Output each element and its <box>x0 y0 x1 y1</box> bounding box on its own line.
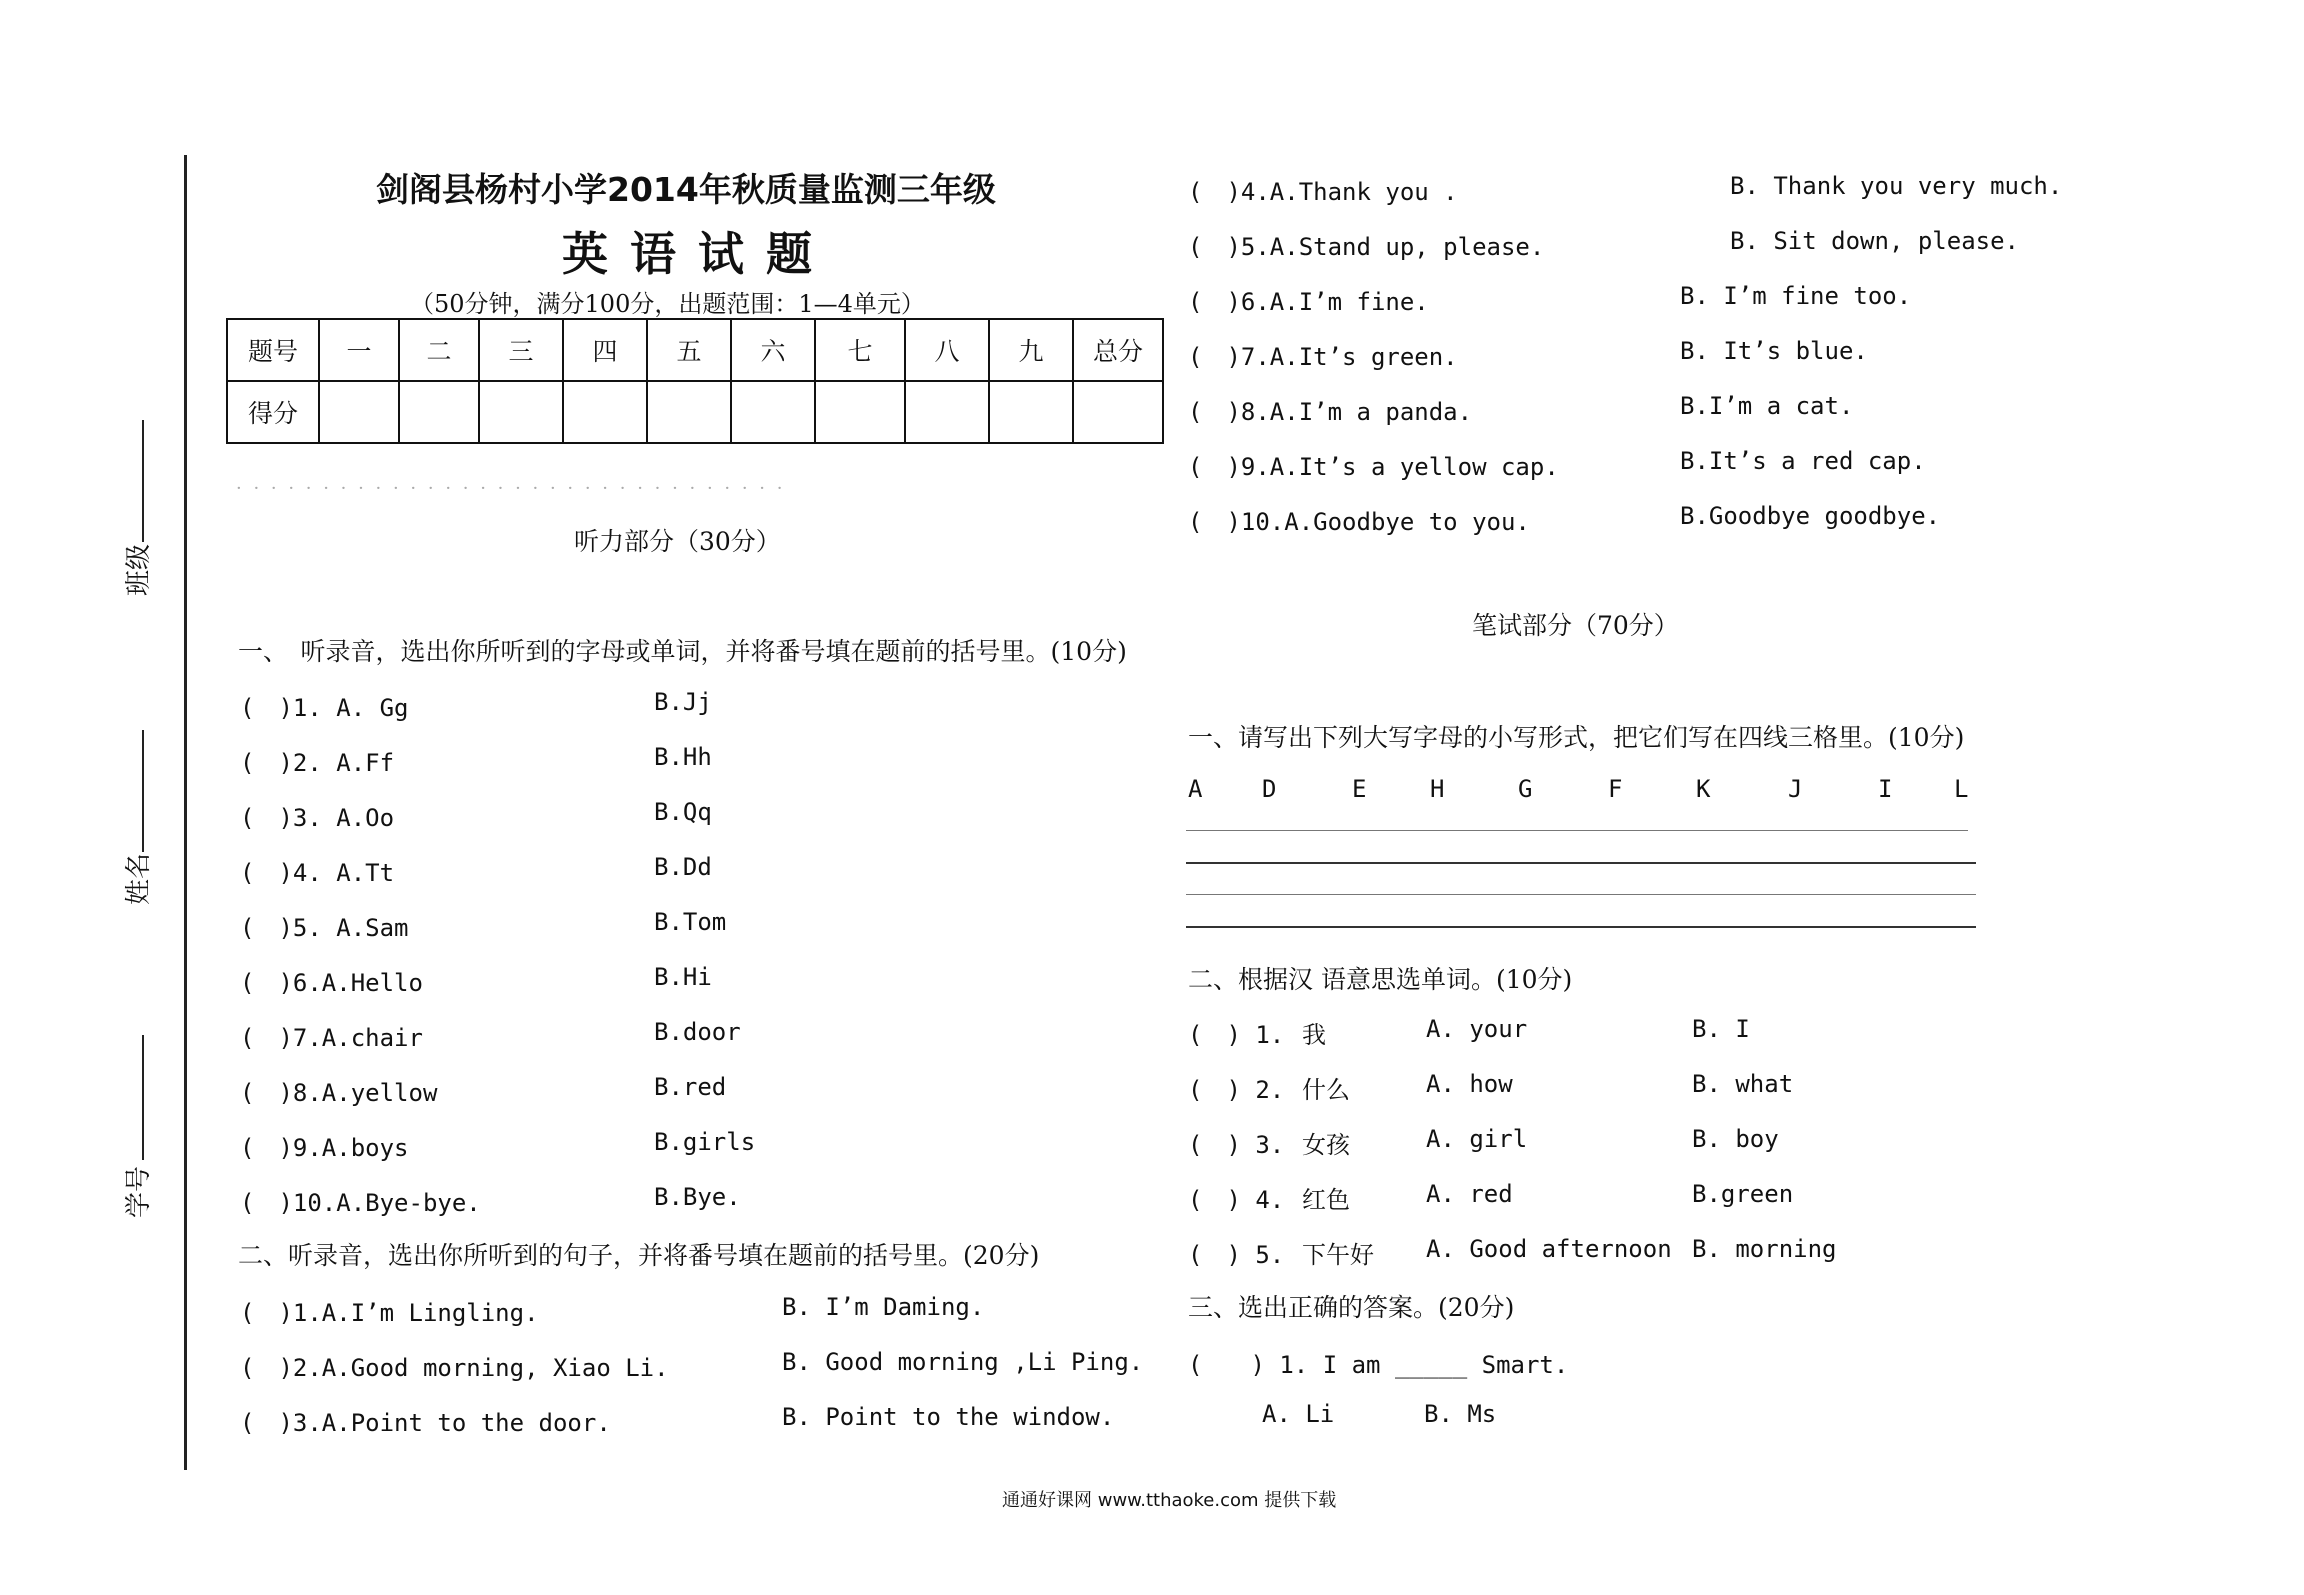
listening-item <box>240 1183 481 1218</box>
vocab-item-option-a: A. your <box>1426 1015 1528 1043</box>
item-question: ( )2. A.Ff <box>240 749 395 777</box>
item-question: ( )10.A.Bye-bye. <box>240 1189 481 1217</box>
vocab-item-option-b: B. I <box>1692 1015 1750 1043</box>
sentence-item-b: B. Good morning ,Li Ping. <box>782 1348 1144 1376</box>
item-question: ( )8.A.yellow <box>240 1079 438 1107</box>
sentence-item-b: B. It’s blue. <box>1680 337 1868 365</box>
item-question: ( )3. A.Oo <box>240 804 395 832</box>
sentence-item-b: B. I’m Daming. <box>782 1293 985 1321</box>
score-cell: 七 <box>815 319 905 381</box>
uppercase-letter: F <box>1608 775 1623 803</box>
sentence-item-b: B. Thank you very much. <box>1730 172 2063 200</box>
sentence-item-a: ( )4.A.Thank you . <box>1188 178 1458 206</box>
sentence-item-a: ( )10.A.Goodbye to you. <box>1188 508 1530 536</box>
choice-question: ( ) 1. I am _____ Smart. <box>1188 1351 1569 1379</box>
score-row-label: 得分 <box>227 381 319 443</box>
uppercase-letter: H <box>1430 775 1445 803</box>
listening-part1-title: 一、 听录音，选出你所听到的字母或单词，并将番号填在题前的括号里。(10分) <box>238 637 1127 666</box>
vocab-item-chinese: 女孩 <box>1302 1131 1350 1159</box>
item-question: ( )6.A.Hello <box>240 969 423 997</box>
listening-item-option-b: B.Hh <box>654 743 712 771</box>
sentence-item-a: ( )7.A.It’s green. <box>1188 343 1458 371</box>
vocab-item-chinese: 红色 <box>1302 1186 1350 1214</box>
sentence-item-a: ( )1.A.I’m Lingling. <box>240 1299 539 1327</box>
score-table <box>226 318 1164 444</box>
listening-item <box>240 908 409 943</box>
uppercase-letter: A <box>1188 775 1203 803</box>
written-part2-title: 二、根据汉 语意思选单词。(10分) <box>1188 965 1573 994</box>
uppercase-letter: I <box>1878 775 1893 803</box>
written-heading: 笔试部分（70分） <box>1472 611 1679 640</box>
score-cell: 二 <box>399 319 479 381</box>
score-cell: 六 <box>731 319 815 381</box>
vocab-item-chinese: 我 <box>1302 1021 1326 1049</box>
vocab-item-option-b: B.green <box>1692 1180 1794 1208</box>
item-question: ( )1. A. Gg <box>240 694 409 722</box>
sentence-item-a: ( )5.A.Stand up, please. <box>1188 233 1545 261</box>
exam-info: （50分钟，满分100分，出题范围：1—4单元） <box>410 290 925 318</box>
listening-item-option-b: B.Dd <box>654 853 712 881</box>
vocab-item-option-a: A. red <box>1426 1180 1513 1208</box>
listening-item <box>240 1073 437 1108</box>
score-cell: 四 <box>563 319 647 381</box>
vocab-item-number: ( ) 4. <box>1188 1186 1285 1214</box>
listening-item <box>240 743 394 778</box>
class-blank <box>142 420 144 542</box>
choice-option-a: A. Li <box>1262 1400 1335 1428</box>
name-blank <box>142 730 144 852</box>
listening-heading: 听力部分（30分） <box>574 527 781 556</box>
exam-title: 剑阁县杨村小学2014年秋质量监测三年级 <box>376 170 996 209</box>
listening-item <box>240 798 394 833</box>
score-blank[interactable] <box>319 381 399 443</box>
footer-credit: 通通好课网 www.tthaoke.com 提供下载 <box>1002 1490 1337 1511</box>
score-table-score-row <box>227 381 1163 443</box>
score-blank[interactable] <box>647 381 731 443</box>
vocab-item-chinese: 下午好 <box>1302 1241 1374 1269</box>
listening-item <box>240 1018 423 1053</box>
uppercase-letter: G <box>1518 775 1533 803</box>
score-blank[interactable] <box>563 381 647 443</box>
listening-item <box>240 853 394 888</box>
sentence-item-a: ( )3.A.Point to the door. <box>240 1409 611 1437</box>
writing-line-1[interactable] <box>1186 830 1968 831</box>
vocab-item-number: ( ) 2. <box>1188 1076 1285 1104</box>
score-blank[interactable] <box>905 381 989 443</box>
dotted-separator: · · · · · · · · · · · · · · · · · · · · · · · · · · · · · · · · <box>236 478 786 499</box>
score-blank[interactable] <box>1073 381 1163 443</box>
score-cell: 五 <box>647 319 731 381</box>
exam-subject: 英语试题 <box>562 227 834 281</box>
score-cell: 九 <box>989 319 1073 381</box>
listening-item-option-b: B.Tom <box>654 908 727 936</box>
listening-item-option-b: B.Bye. <box>654 1183 741 1211</box>
listening-item-option-b: B.Jj <box>654 688 712 716</box>
sentence-item-b: B.Goodbye goodbye. <box>1680 502 1941 530</box>
vocab-item-number: ( ) 5. <box>1188 1241 1285 1269</box>
score-blank[interactable] <box>731 381 815 443</box>
vocab-item-chinese: 什么 <box>1302 1076 1350 1104</box>
student-id-label: 学号 <box>124 1165 154 1218</box>
item-question: ( )9.A.boys <box>240 1134 409 1162</box>
name-label: 姓名 <box>124 852 154 905</box>
score-cell: 总分 <box>1073 319 1163 381</box>
writing-line-4[interactable] <box>1186 926 1976 928</box>
listening-item-option-b: B.Hi <box>654 963 712 991</box>
writing-line-2[interactable] <box>1186 862 1976 864</box>
sentence-item-b: B. Point to the window. <box>782 1403 1115 1431</box>
listening-item-option-b: B.girls <box>654 1128 756 1156</box>
uppercase-letter: L <box>1954 775 1969 803</box>
vocab-item-number: ( ) 1. <box>1188 1021 1285 1049</box>
uppercase-letter: E <box>1352 775 1367 803</box>
written-part1-title: 一、请写出下列大写字母的小写形式，把它们写在四线三格里。(10分) <box>1188 723 1965 752</box>
listening-item-option-b: B.red <box>654 1073 727 1101</box>
listening-item <box>240 963 423 998</box>
vocab-item-option-a: A. girl <box>1426 1125 1528 1153</box>
vocab-item-option-a: A. how <box>1426 1070 1513 1098</box>
vocab-item-option-b: B. what <box>1692 1070 1794 1098</box>
class-label: 班级 <box>124 543 154 596</box>
sentence-item-a: ( )8.A.I’m a panda. <box>1188 398 1473 426</box>
listening-part2-title: 二、听录音，选出你所听到的句子，并将番号填在题前的括号里。(20分) <box>238 1241 1040 1270</box>
item-question: ( )7.A.chair <box>240 1024 423 1052</box>
sentence-item-a: ( )9.A.It’s a yellow cap. <box>1188 453 1559 481</box>
vocab-item-option-b: B. morning <box>1692 1235 1837 1263</box>
vocab-item-option-a: A. Good afternoon <box>1426 1235 1672 1263</box>
score-cell: 八 <box>905 319 989 381</box>
score-blank[interactable] <box>399 381 479 443</box>
sentence-item-a: ( )2.A.Good morning, Xiao Li. <box>240 1354 669 1382</box>
uppercase-letter: D <box>1262 775 1277 803</box>
sentence-item-b: B.It’s a red cap. <box>1680 447 1926 475</box>
listening-item-option-b: B.door <box>654 1018 741 1046</box>
choice-option-b: B. Ms <box>1424 1400 1497 1428</box>
written-part3-title: 三、选出正确的答案。(20分) <box>1188 1293 1515 1322</box>
sentence-item-a: ( )6.A.I’m fine. <box>1188 288 1429 316</box>
score-table-header-row <box>227 319 1163 381</box>
score-blank[interactable] <box>815 381 905 443</box>
writing-line-3[interactable] <box>1186 894 1976 895</box>
item-question: ( )4. A.Tt <box>240 859 395 887</box>
binding-line <box>184 155 187 1470</box>
vocab-item-number: ( ) 3. <box>1188 1131 1285 1159</box>
score-cell: 三 <box>479 319 563 381</box>
score-cell: 题号 <box>227 319 319 381</box>
uppercase-letter: K <box>1696 775 1711 803</box>
uppercase-letter: J <box>1788 775 1803 803</box>
score-blank[interactable] <box>989 381 1073 443</box>
score-blank[interactable] <box>479 381 563 443</box>
listening-item-option-b: B.Qq <box>654 798 712 826</box>
vocab-item-option-b: B. boy <box>1692 1125 1779 1153</box>
id-blank <box>142 1035 144 1160</box>
sentence-item-b: B. Sit down, please. <box>1730 227 2019 255</box>
sentence-item-b: B. I’m fine too. <box>1680 282 1912 310</box>
listening-item <box>240 688 409 723</box>
item-question: ( )5. A.Sam <box>240 914 409 942</box>
score-cell: 一 <box>319 319 399 381</box>
sentence-item-b: B.I’m a cat. <box>1680 392 1854 420</box>
listening-item <box>240 1128 409 1163</box>
